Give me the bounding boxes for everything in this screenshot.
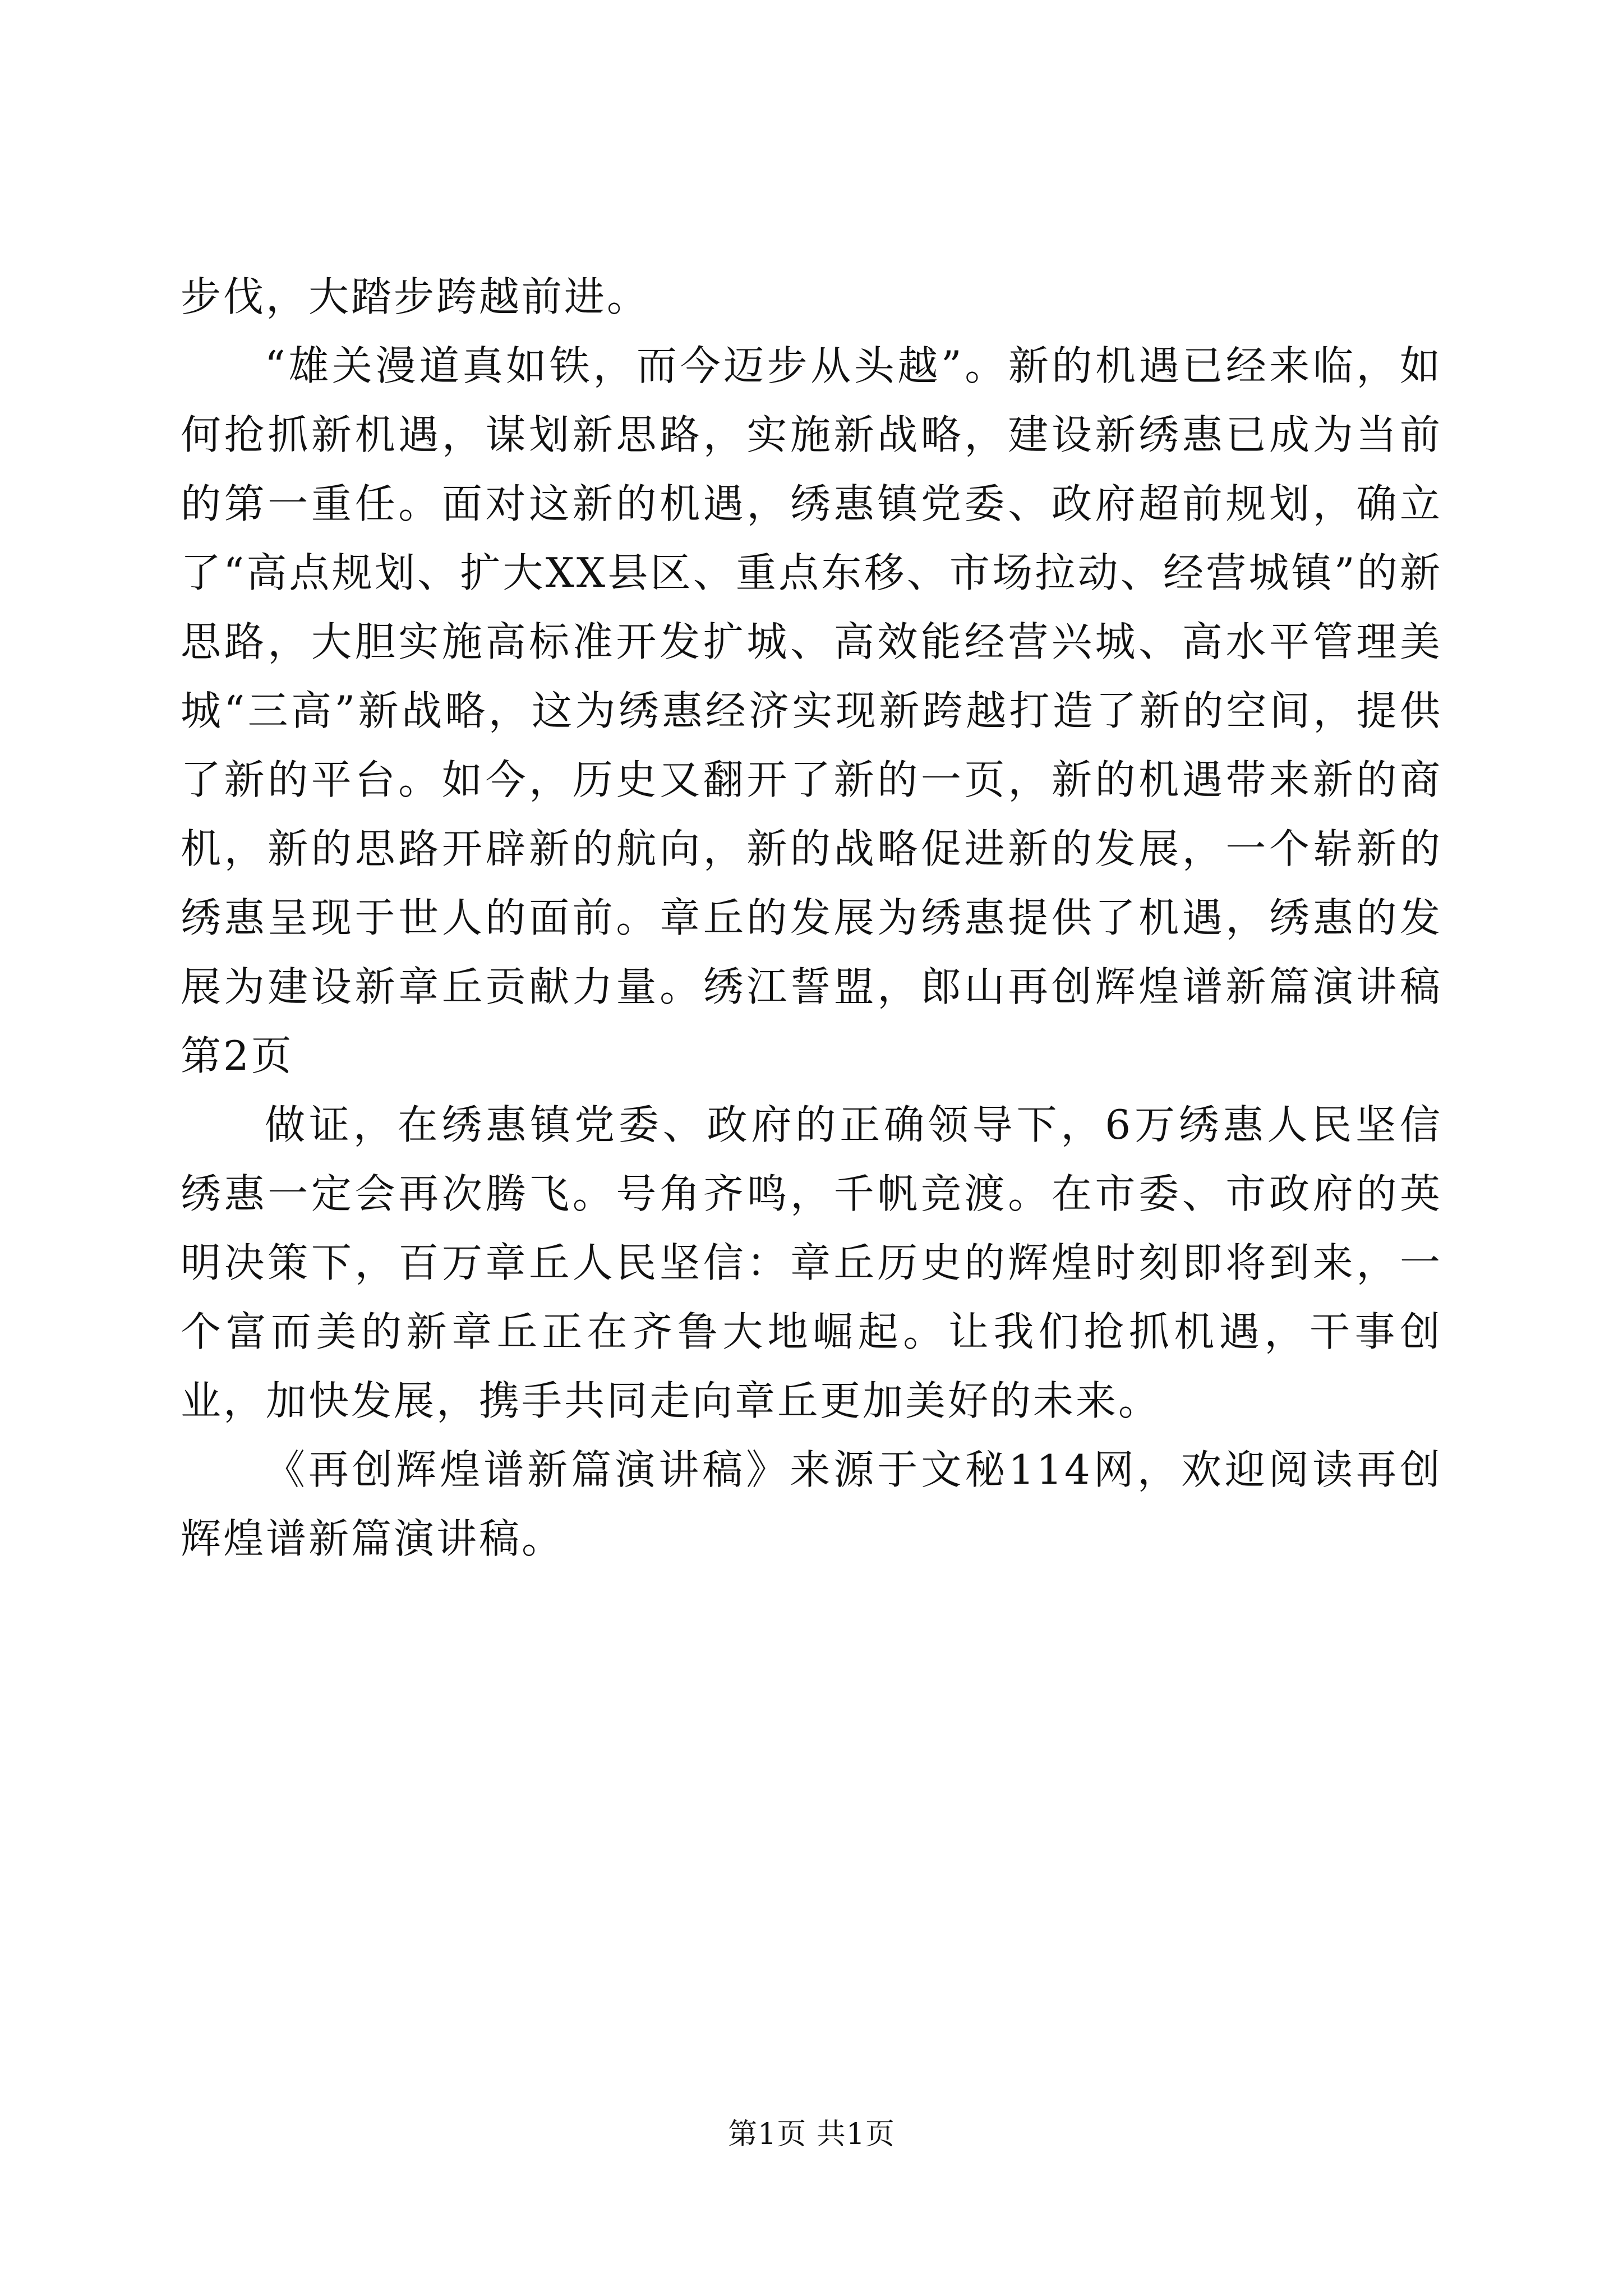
paragraph: 做证，在绣惠镇党委、政府的正确领导下，6万绣惠人民坚信绣惠一定会再次腾飞。号角齐鸣，千帆竞渡。在市委、市政府的英明决策下，百万章丘人民坚信：章丘历史的辉煌时刻即将到来，一个富而美的新章丘正在齐鲁大地崛起。让我们抢抓机遇，干事创业，加快发展，携手共同走向章丘更加美好的未来。 [181, 1101, 1442, 1424]
paragraph: 《再创辉煌谱新篇演讲稿》来源于文秘114网，欢迎阅读再创辉煌谱新篇演讲稿。 [181, 1446, 1442, 1562]
document-body [181, 263, 1442, 1573]
paragraph-continuation: 步伐，大踏步跨越前进。 [181, 273, 650, 320]
page-footer: 第1页 共1页 [728, 2118, 895, 2151]
paragraph: “雄关漫道真如铁，而今迈步从头越”。新的机遇已经来临，如何抢抓新机遇，谋划新思路，实施新战略，建设新绣惠已成为当前的第一重任。面对这新的机遇，绣惠镇党委、政府超前规划，确立了“高点规划、扩大XX县区、重点东移、市场拉动、经营城镇”的新思路，大胆实施高标准开发扩城、高效能经营兴城、高水平管理美城“三高”新战略，这为绣惠经济实现新跨越打造了新的空间，提供了新的平台。如今，历史又翻开了新的一页，新的机遇带来新的商机，新的思路开辟新的航向，新的战略促进新的发展，一个崭新的绣惠呈现于世人的面前。章丘的发展为绣惠提供了机遇，绣惠的发展为建设新章丘贡献力量。绣江誓盟，郎山再创辉煌谱新篇演讲稿第2页 [181, 342, 1442, 1079]
